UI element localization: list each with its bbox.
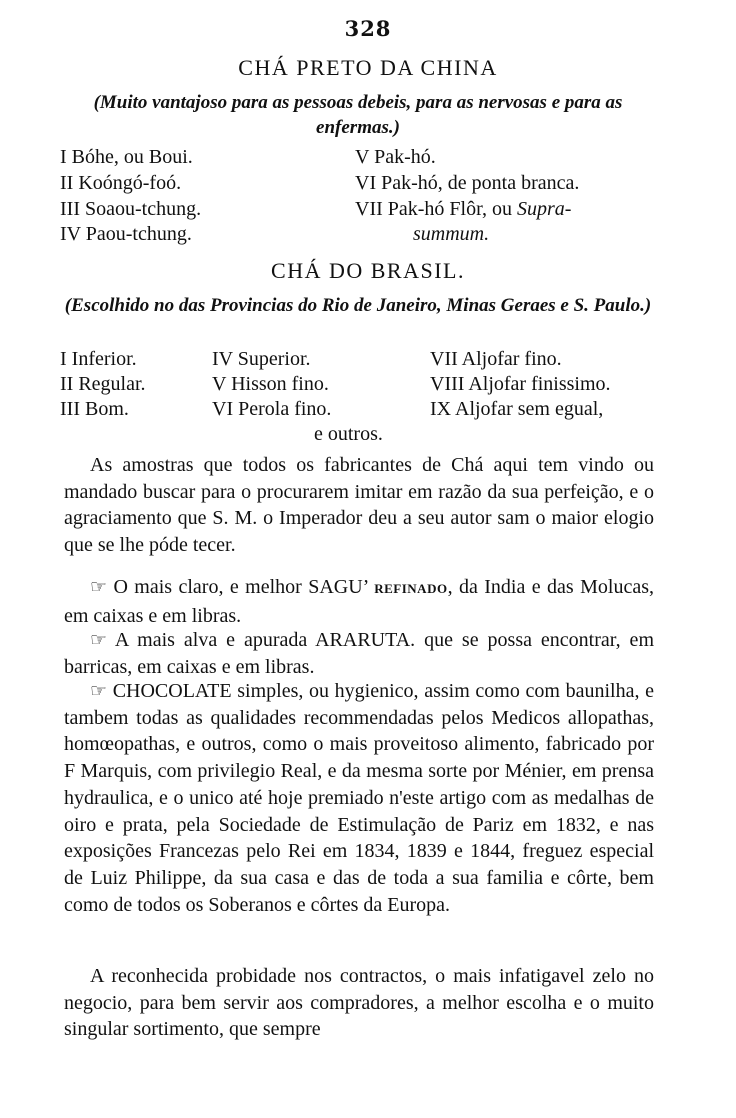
brasil-grade-7: VII Aljofar fino. (430, 348, 562, 370)
tea-grade-5: V Pak-hó. (355, 146, 436, 168)
section-subtitle-cha-preto: (Muito vantajoso para as pessoas debeis, para as nervosas e para as enfermas.) (93, 92, 623, 138)
brasil-grade-6: VI Perola fino. (212, 398, 332, 420)
brasil-grade-8: VIII Aljofar finissimo. (430, 373, 611, 395)
tea-grade-7 (355, 198, 571, 221)
paragraph-probidade: A reconhecida probidade nos contractos, o mais infatigavel zelo no negocio, para bem servir aos compradores, a melhor escolha e o muito singular sortimento, que sempre (64, 965, 654, 1041)
tea-grade-7-italic: Supra- (516, 198, 572, 220)
araruta-text-a: A mais alva e apurada (114, 629, 308, 651)
araruta-text-c: . que se possa encontrar, em barricas, em caixas e em libras. (64, 629, 654, 678)
pointing-hand-icon: ☞ (90, 576, 108, 598)
tea-grade-7-text: VII Pak-hó Flôr, ou (355, 198, 512, 220)
sagu-text-b: , da India e das Molucas, em caixas e em libras. (64, 576, 654, 627)
section-subtitle-cha-brasil: (Escolhido no das Provincias do Rio de Janeiro, Minas Geraes e S. Paulo.) (64, 295, 652, 316)
tea-grade-3: III Soaou-tchung. (60, 198, 202, 220)
tea-grade-7-cont (413, 223, 489, 246)
tea-grade-7-italic-cont: summum. (413, 223, 490, 245)
paragraph-amostras: As amostras que todos os fabricantes de Chá aqui tem vindo ou mandado buscar para o procurarem imitar em razão da sua perfeição, e o agraciamento que S. M. o Imperador deu a seu autor sam o maior elogio que se lhe póde tecer. (64, 454, 654, 557)
sagu-text-a: O mais claro, e melhor SAGU’ (113, 576, 368, 598)
section-title-cha-brasil: CHÁ DO BRASIL. (271, 258, 465, 283)
paragraph-chocolate (64, 678, 654, 918)
tea-grade-4: IV Paou-tchung. (60, 223, 192, 245)
pointing-hand-icon: ☞ (90, 680, 108, 702)
sagu-refinado: REFINADO (374, 581, 448, 596)
tea-grade-6: VI Pak-hó, de ponta branca. (355, 172, 580, 194)
brasil-grade-3: III Bom. (60, 398, 129, 420)
araruta-name: ARARUTA (315, 629, 411, 651)
brasil-grade-1: I Inferior. (60, 348, 137, 370)
chocolate-text: CHOCOLATE simples, ou hygienico, assim como com baunilha, e tambem todas as qualidades recommendadas pelos Medicos allopathas, homœopathas, e outros, como o mais proveitoso alimento, fabricado por F Marquis, com privilegio Real, e da mesma sorte por Ménier, em prensa hydraulica, e o unico até hoje premiado n'este artigo com as medalhas de oiro e prata, pela Sociedade de Estimulação de Pariz em 1832, e nas exposições Francezas pelo Rei em 1834, 1839 e 1844, freguez especial de Luiz Philippe, da sua casa e das de toda a sua familia e côrte, bem como de todos os Soberanos e côrtes da Europa. (64, 680, 654, 916)
brasil-grade-2: II Regular. (60, 373, 146, 395)
page-number: 328 (344, 16, 392, 41)
tea-grade-2: II Koóngó-foó. (60, 172, 182, 194)
brasil-grade-others: e outros. (314, 423, 383, 445)
section-title-cha-preto: CHÁ PRETO DA CHINA (238, 55, 498, 80)
paragraph-araruta (64, 627, 654, 680)
pointing-hand-icon: ☞ (90, 629, 108, 651)
tea-grade-1: I Bóhe, ou Boui. (60, 146, 193, 168)
brasil-grade-5: V Hisson fino. (212, 373, 329, 395)
brasil-grade-4: IV Superior. (212, 348, 311, 370)
paragraph-sagu (64, 574, 654, 629)
brasil-grade-9: IX Aljofar sem egual, (430, 398, 604, 420)
